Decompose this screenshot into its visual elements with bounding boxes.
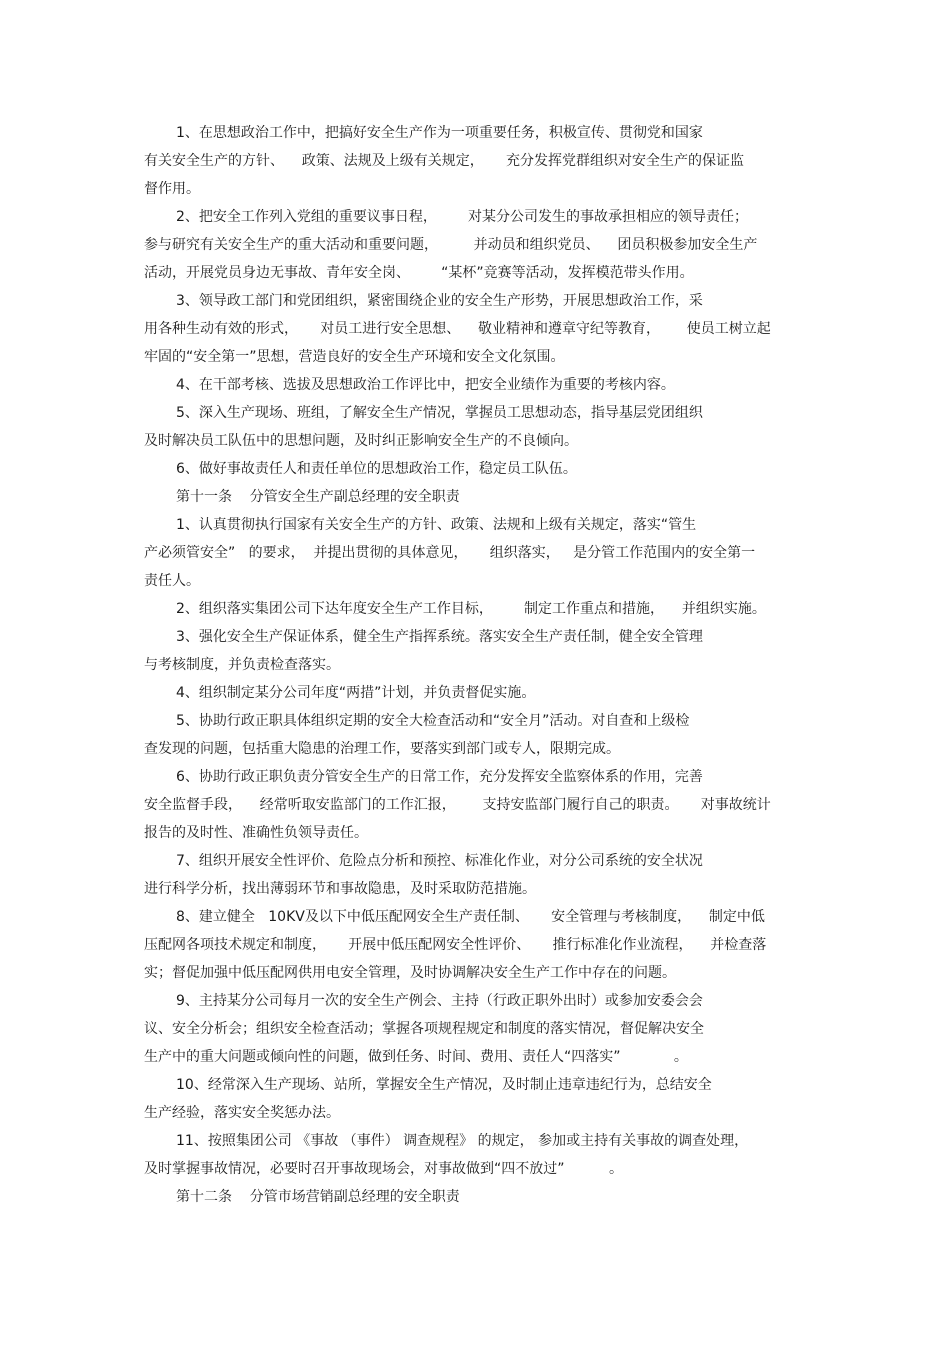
text-line: 及时解决员工队伍中的思想问题，及时纠正影响安全生产的不良倾向。 [144,433,578,449]
text-line: 安全监督手段， 经常听取安监部门的工作汇报， 支持安监部门履行自己的职责。 对事故统计 [144,797,771,813]
text-line: 4、组织制定某分公司年度“两措”计划，并负责督促实施。 [176,685,536,701]
text-line: 3、强化安全生产保证体系，健全生产指挥系统。落实安全生产责任制，健全安全管理 [176,629,703,645]
text-line: 牢固的“安全第一”思想，营造良好的安全生产环境和安全文化氛围。 [144,349,565,365]
text-line: 产必须管安全” 的要求， 并提出贯彻的具体意见， 组织落实， 是分管工作范围内的安全第一 [144,545,756,561]
text-line: 报告的及时性、准确性负领导责任。 [144,825,368,841]
text-line: 2、把安全工作列入党组的重要议事日程， 对某分公司发生的事故承担相应的领导责任； [176,209,749,225]
text-line: 查发现的问题，包括重大隐患的治理工作，要落实到部门或专人，限期完成。 [144,741,620,757]
text-line: 1、认真贯彻执行国家有关安全生产的方针、政策、法规和上级有关规定，落实“管生 [176,517,697,533]
text-line: 及时掌握事故情况，必要时召开事故现场会，对事故做到“四不放过” 。 [144,1161,624,1177]
text-line: 5、深入生产现场、班组，了解安全生产情况，掌握员工思想动态，指导基层党团组织 [176,405,703,421]
text-line: 10、经常深入生产现场、站所，掌握安全生产情况，及时制止违章违纪行为，总结安全 [176,1077,712,1093]
text-line: 6、做好事故责任人和责任单位的思想政治工作，稳定员工队伍。 [176,461,577,477]
text-line: 议、安全分析会；组织安全检查活动；掌握各项规程规定和制度的落实情况，督促解决安全 [144,1021,704,1037]
text-line: 与考核制度，并负责检查落实。 [144,657,340,673]
text-line: 7、组织开展安全性评价、危险点分析和预控、标准化作业，对分公司系统的安全状况 [176,853,703,869]
text-line: 3、领导政工部门和党团组织，紧密围绕企业的安全生产形势，开展思想政治工作，采 [176,293,703,309]
text-line: 6、协助行政正职负责分管安全生产的日常工作，充分发挥安全监察体系的作用，完善 [176,769,703,785]
text-line: 进行科学分析，找出薄弱环节和事故隐患，及时采取防范措施。 [144,881,536,897]
text-line: 9、主持某分公司每月一次的安全生产例会、主持（行政正职外出时）或参加安委会会 [176,993,703,1009]
text-line: 活动，开展党员身边无事故、青年安全岗、 “某杯”竞赛等活动，发挥模范带头作用。 [144,265,694,281]
text-line: 1、在思想政治工作中，把搞好安全生产作为一项重要任务，积极宣传、贯彻党和国家 [176,125,703,141]
text-line: 用各种生动有效的形式， 对员工进行安全思想、 敬业精神和遵章守纪等教育， 使员工树立起 [144,321,771,337]
text-line: 督作用。 [144,181,200,197]
text-line: 11、按照集团公司 《事故 （事件） 调查规程》 的规定， 参加或主持有关事故的调查处理， [176,1133,749,1149]
text-line: 实；督促加强中低压配网供用电安全管理，及时协调解决安全生产工作中存在的问题。 [144,965,676,981]
text-line: 责任人。 [144,573,200,589]
section-heading: 第十二条 分管市场营销副总经理的安全职责 [176,1189,460,1205]
text-line: 5、协助行政正职具体组织定期的安全大检查活动和“安全月”活动。对自查和上级检 [176,713,690,729]
text-line: 生产经验，落实安全奖惩办法。 [144,1105,340,1121]
text-line: 8、建立健全 10KV及以下中低压配网安全生产责任制、 安全管理与考核制度， 制定中低 [176,909,765,925]
text-line: 有关安全生产的方针、 政策、法规及上级有关规定， 充分发挥党群组织对安全生产的保证监 [144,153,745,169]
text-line: 2、组织落实集团公司下达年度安全生产工作目标， 制定工作重点和措施， 并组织实施。 [176,601,766,617]
text-line: 压配网各项技术规定和制度， 开展中低压配网安全性评价、 推行标准化作业流程， 并检查落 [144,937,767,953]
text-line: 4、在干部考核、选拔及思想政治工作评比中，把安全业绩作为重要的考核内容。 [176,377,675,393]
text-line: 参与研究有关安全生产的重大活动和重要问题， 并动员和组织党员、 团员积极参加安全生产 [144,237,758,253]
section-heading: 第十一条 分管安全生产副总经理的安全职责 [176,489,460,505]
text-line: 生产中的重大问题或倾向性的问题，做到任务、时间、费用、责任人“四落实” 。 [144,1049,688,1065]
